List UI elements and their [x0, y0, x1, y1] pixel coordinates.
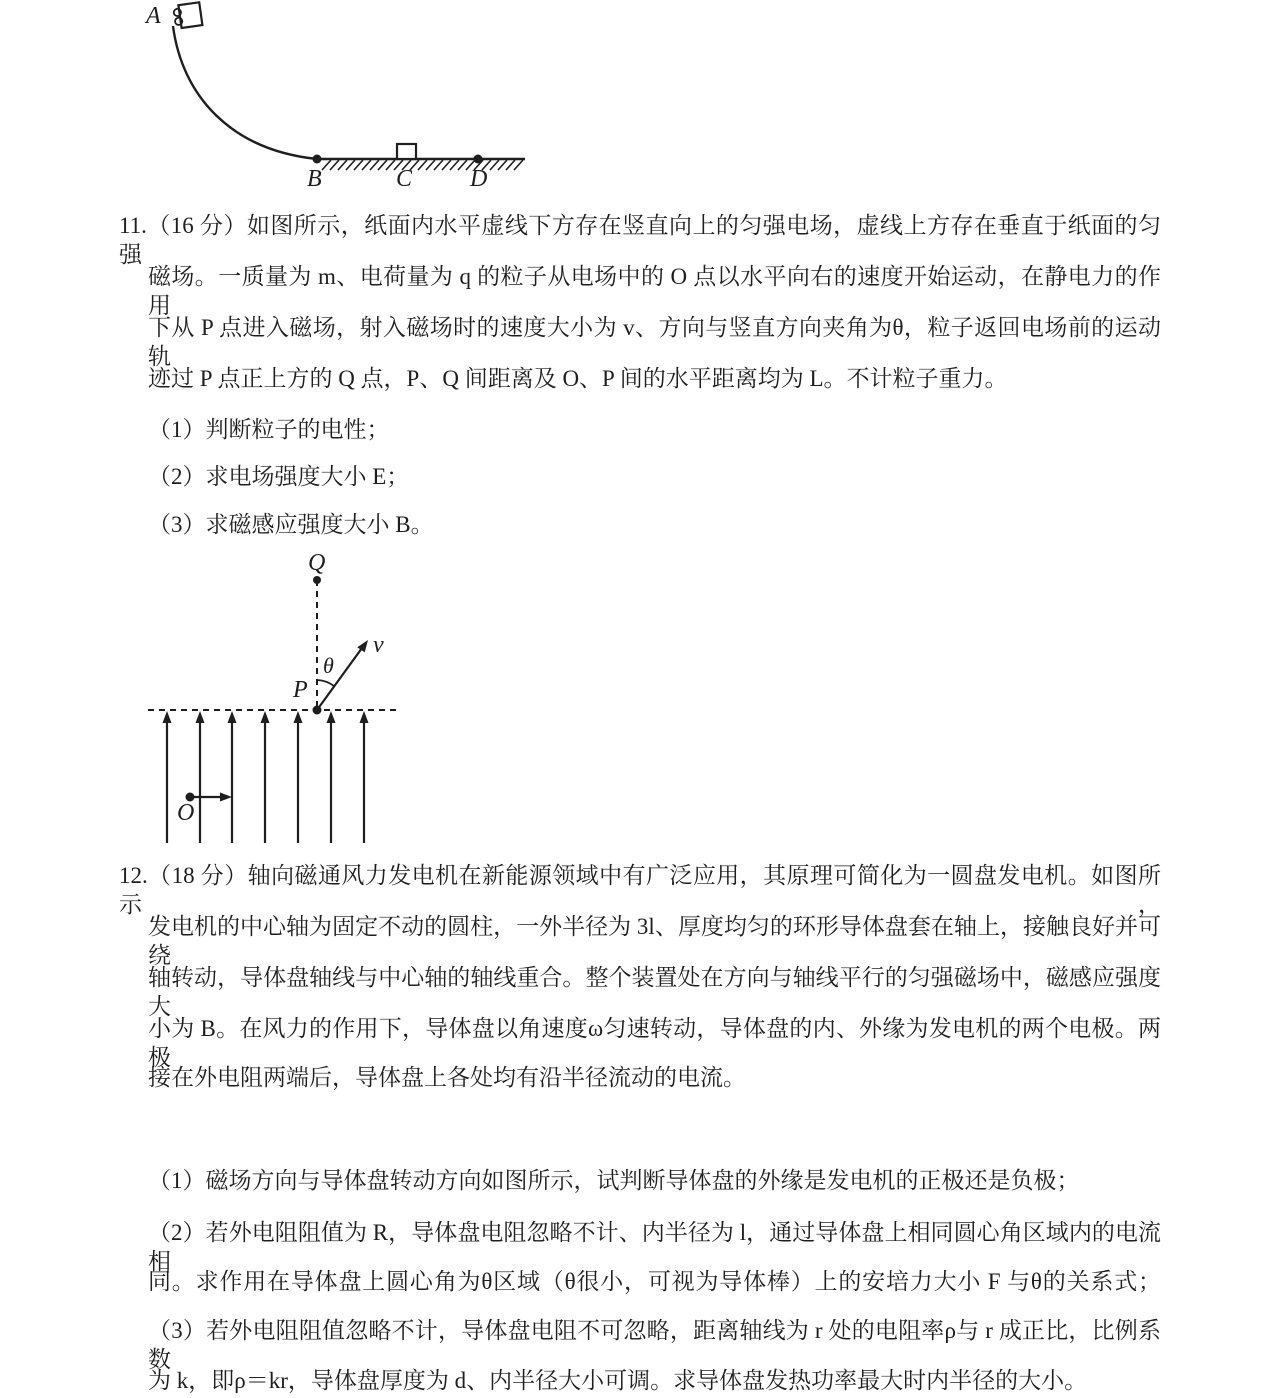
q12-sub-question-3b: 为 k，即ρ＝kr，导体盘厚度为 d、内半径大小可调。求导体盘发热功率最大时内半径的大小。 — [148, 1368, 1088, 1393]
q12-sub-question-3a: （3）若外电阻阻值忽略不计，导体盘电阻不可忽略，距离轴线为 r 处的电阻率ρ与 r 成正比，比例系数 — [148, 1318, 1161, 1372]
point-C-label: C — [396, 166, 413, 192]
point-P-label: P — [293, 677, 308, 703]
point-D-label: D — [470, 166, 488, 192]
q11-sub-question-3: （3）求磁感应强度大小 B。 — [148, 512, 434, 537]
slope-curve — [173, 26, 317, 159]
q11-line-4: 迹过 P 点正上方的 Q 点，P、Q 间距离及 O、P 间的水平距离均为 L。不计粒子重力。 — [148, 366, 1008, 391]
velocity-label: v — [373, 632, 384, 658]
theta-label: θ — [323, 653, 334, 678]
field-lines — [167, 719, 364, 843]
ground-hatching — [322, 160, 523, 170]
q11-line-3: 下从 P 点进入磁场，射入磁场时的速度大小为 v、方向与竖直方向夹角为θ，粒子返回电场前的运动轨 — [148, 315, 1161, 369]
point-D-dot — [474, 155, 483, 164]
block-at-C — [397, 144, 416, 159]
initial-velocity-arrowhead — [220, 793, 232, 802]
point-Q-dot — [313, 576, 321, 584]
point-A-label: A — [146, 3, 161, 29]
q11-sub-question-2: （2）求电场强度大小 E； — [148, 464, 410, 489]
q12-sub-question-2b: 同。求作用在导体盘上圆心角为θ区域（θ很小，可视为导体棒）上的安培力大小 F 与θ的关系式； — [148, 1269, 1161, 1294]
q12-sub-question-2a: （2）若外电阻阻值为 R，导体盘电阻忽略不计、内半径为 l，通过导体盘上相同圆心角区域内的电流相 — [148, 1220, 1161, 1274]
q12-line-1: 12.（18 分）轴向磁通风力发电机在新能源领域中有广泛应用，其原理可简化为一圆盘发电机。如图所示， — [119, 863, 1161, 917]
theta-arc — [317, 680, 334, 686]
q12-line-5: 接在外电阻两端后，导体盘上各处均有沿半径流动的电流。 — [148, 1065, 746, 1090]
q11-line-1: 11.（16 分）如图所示，纸面内水平虚线下方存在竖直向上的匀强电场，虚线上方存在垂直于纸面的匀强 — [119, 213, 1161, 267]
point-B-dot — [313, 155, 322, 164]
q11-sub-question-1: （1）判断粒子的电性； — [148, 417, 390, 442]
incline-figure — [140, 0, 540, 205]
point-P-dot — [313, 706, 322, 715]
field-line-arrowheads — [163, 711, 369, 723]
q12-line-3: 轴转动，导体盘轴线与中心轴的轴线重合。整个装置处在方向与轴线平行的匀强磁场中，磁感应强度大 — [148, 965, 1161, 1019]
block-at-A — [173, 2, 203, 28]
q11-line-2: 磁场。一质量为 m、电荷量为 q 的粒子从电场中的 O 点以水平向右的速度开始运动，在静电力的作用 — [148, 264, 1161, 318]
q12-line-4: 小为 B。在风力的作用下，导体盘以角速度ω匀速转动，导体盘的内、外缘为发电机的两个电极。两极 — [148, 1016, 1161, 1070]
field-figure — [148, 550, 410, 853]
point-Q-label: Q — [308, 550, 326, 576]
q12-line-2: 发电机的中心轴为固定不动的圆柱，一外半径为 3l、厚度均匀的环形导体盘套在轴上，接触良好并可绕 — [148, 914, 1161, 968]
point-B-label: B — [307, 166, 322, 192]
q12-sub-question-1: （1）磁场方向与导体盘转动方向如图所示，试判断导体盘的外缘是发电机的正极还是负极； — [148, 1168, 1080, 1193]
point-O-label: O — [177, 800, 195, 826]
